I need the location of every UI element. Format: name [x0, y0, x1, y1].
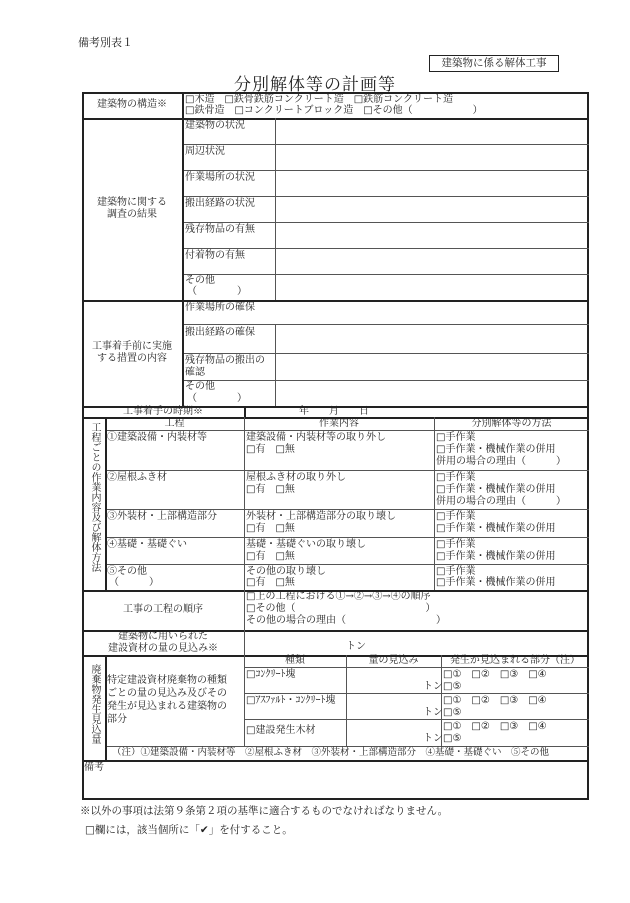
- waste-unit: トン: [423, 733, 443, 744]
- process-yn[interactable]: □有 □無: [246, 523, 295, 534]
- waste-parts-5[interactable]: □⑤: [443, 733, 462, 744]
- survey-item-remaining: 残存物品の有無: [185, 224, 255, 235]
- remarks-input[interactable]: [84, 775, 587, 799]
- survey-input-area[interactable]: [276, 119, 588, 299]
- measure-item-remaining-2: 確認: [185, 367, 205, 378]
- survey-item-building: 建築物の状況: [185, 120, 245, 131]
- survey-item-attached: 付着物の有無: [185, 250, 245, 261]
- process-step: ③外装材・上部構造部分: [107, 511, 217, 522]
- survey-label: 建築物に関する 調査の結果: [97, 197, 167, 220]
- process-side-label: 工程ごとの作業内容及び解体方法: [89, 422, 100, 572]
- process-work: その他の取り壊し: [246, 566, 326, 577]
- process-method-1[interactable]: □手作業: [436, 472, 476, 483]
- process-work: 屋根ふき材の取り外し: [246, 472, 346, 483]
- order-other-reason[interactable]: その他の場合の理由（ ）: [246, 615, 446, 626]
- measure-item-route: 搬出経路の確保: [185, 327, 255, 338]
- survey-other-paren[interactable]: （ ）: [187, 286, 247, 297]
- order-label: 工事の工程の順序: [123, 604, 203, 615]
- process-header-work: 作業内容: [319, 418, 359, 429]
- structure-options-line1[interactable]: □木造 □鉄骨鉄筋コンクリート造 □鉄筋コンクリート造: [185, 94, 453, 105]
- process-step: ①建築設備・内装材等: [107, 432, 207, 443]
- measure-item-remaining: 残存物品の搬出の: [185, 355, 265, 366]
- measure-item-worksite: 作業場所の確保: [185, 302, 255, 313]
- measure-other-paren[interactable]: （ ）: [187, 393, 247, 404]
- survey-item-surroundings: 周辺状況: [185, 146, 225, 157]
- waste-qty-input[interactable]: [347, 720, 422, 745]
- material-unit: トン: [346, 641, 366, 652]
- measure-item-other: その他: [185, 381, 215, 392]
- waste-unit: トン: [423, 681, 443, 692]
- waste-header-qty: 量の見込み: [368, 655, 419, 666]
- waste-note: （注）①建築設備・内装材等 ②屋根ふき材 ③外装材・上部構造部分 ④基礎・基礎ぐい ⑤その他: [112, 747, 550, 758]
- waste-unit: トン: [423, 707, 443, 718]
- process-header-step: 工程: [164, 418, 185, 429]
- process-method-2[interactable]: □手作業・機械作業の併用: [436, 551, 556, 562]
- process-work: 外装材・上部構造部分の取り壊し: [246, 511, 396, 522]
- waste-qty-input[interactable]: [347, 694, 422, 718]
- survey-item-route: 搬出経路の状況: [185, 198, 255, 209]
- process-yn[interactable]: □有 □無: [246, 551, 295, 562]
- process-method-1[interactable]: □手作業: [436, 539, 476, 550]
- process-yn[interactable]: □有 □無: [246, 577, 295, 588]
- structure-options-line2[interactable]: □鉄骨造 □コンクリートブロック造 □その他（ ）: [185, 105, 483, 116]
- survey-item-other: その他: [185, 275, 215, 286]
- waste-parts[interactable]: □① □② □③ □④: [443, 721, 547, 732]
- waste-parts-5[interactable]: □⑤: [443, 707, 462, 718]
- attachment-note: 備考別表１: [78, 36, 133, 49]
- page-title: 分別解体等の計画等: [234, 75, 396, 95]
- survey-item-worksite: 作業場所の状況: [185, 172, 255, 183]
- process-step: ⑤その他: [107, 566, 147, 577]
- waste-parts-5[interactable]: □⑤: [443, 681, 462, 692]
- process-step: ④基礎・基礎ぐい: [107, 539, 187, 550]
- process-method-1[interactable]: □手作業: [436, 511, 476, 522]
- structure-label: 建築物の構造※: [97, 99, 167, 110]
- process-method-reason[interactable]: 併用の場合の理由（ ）: [436, 496, 566, 507]
- waste-side-label: 廃棄物発生見込量: [89, 664, 100, 744]
- process-yn[interactable]: □有 □無: [246, 484, 295, 495]
- order-option-other[interactable]: □その他（ ）: [246, 603, 436, 614]
- waste-header-parts: 発生が見込まれる部分（注）: [450, 655, 580, 666]
- start-label: 工事着手の時期※: [123, 406, 203, 417]
- process-method-1[interactable]: □手作業: [436, 432, 476, 443]
- process-work: 基礎・基礎ぐいの取り壊し: [246, 539, 366, 550]
- waste-type-asphalt[interactable]: □ｱｽﾌｧﾙﾄ・ｺﾝｸﾘｰﾄ塊: [246, 695, 336, 706]
- waste-type-wood[interactable]: □建設発生木材: [246, 725, 316, 736]
- waste-header-type: 種類: [285, 655, 305, 666]
- process-header-method: 分別解体等の方法: [471, 418, 552, 429]
- material-label: 建築物に用いられた 建設資材の量の見込み※: [108, 631, 218, 654]
- waste-parts[interactable]: □① □② □③ □④: [443, 695, 547, 706]
- process-method-2[interactable]: □手作業・機械作業の併用: [436, 523, 556, 534]
- process-method-2[interactable]: □手作業・機械作業の併用: [436, 444, 556, 455]
- measures-label: 工事着手前に実施 する措置の内容: [92, 341, 172, 364]
- footer-note-1: ※以外の事項は法第９条第２項の基準に適合するものでなければなりません。: [80, 805, 449, 817]
- process-method-1[interactable]: □手作業: [436, 566, 476, 577]
- waste-type-concrete[interactable]: □ｺﾝｸﾘｰﾄ塊: [246, 669, 296, 680]
- waste-description: 特定建設資材廃棄物の種類 ごとの量の見込み及びその 発生が見込まれる建築物の 部分: [107, 675, 227, 725]
- waste-qty-input[interactable]: [347, 668, 422, 692]
- footer-note-2: □欄には，該当個所に「✔」を付すること。: [85, 824, 293, 836]
- process-step: ②屋根ふき材: [107, 472, 167, 483]
- process-method-2[interactable]: □手作業・機械作業の併用: [436, 577, 556, 588]
- start-date[interactable]: 年 月 日: [299, 406, 369, 417]
- process-method-2[interactable]: □手作業・機械作業の併用: [436, 484, 556, 495]
- process-yn[interactable]: □有 □無: [246, 444, 295, 455]
- order-option-standard[interactable]: □上の工程における①→②→③→④の順序: [246, 591, 431, 602]
- process-method-reason[interactable]: 併用の場合の理由（ ）: [436, 456, 566, 467]
- process-work: 建築設備・内装材等の取り外し: [246, 432, 386, 443]
- form-type-tag: 建築物に係る解体工事: [429, 55, 559, 72]
- remarks-label: 備考: [84, 762, 104, 773]
- process-step-paren[interactable]: （ ）: [109, 577, 159, 588]
- waste-parts[interactable]: □① □② □③ □④: [443, 669, 547, 680]
